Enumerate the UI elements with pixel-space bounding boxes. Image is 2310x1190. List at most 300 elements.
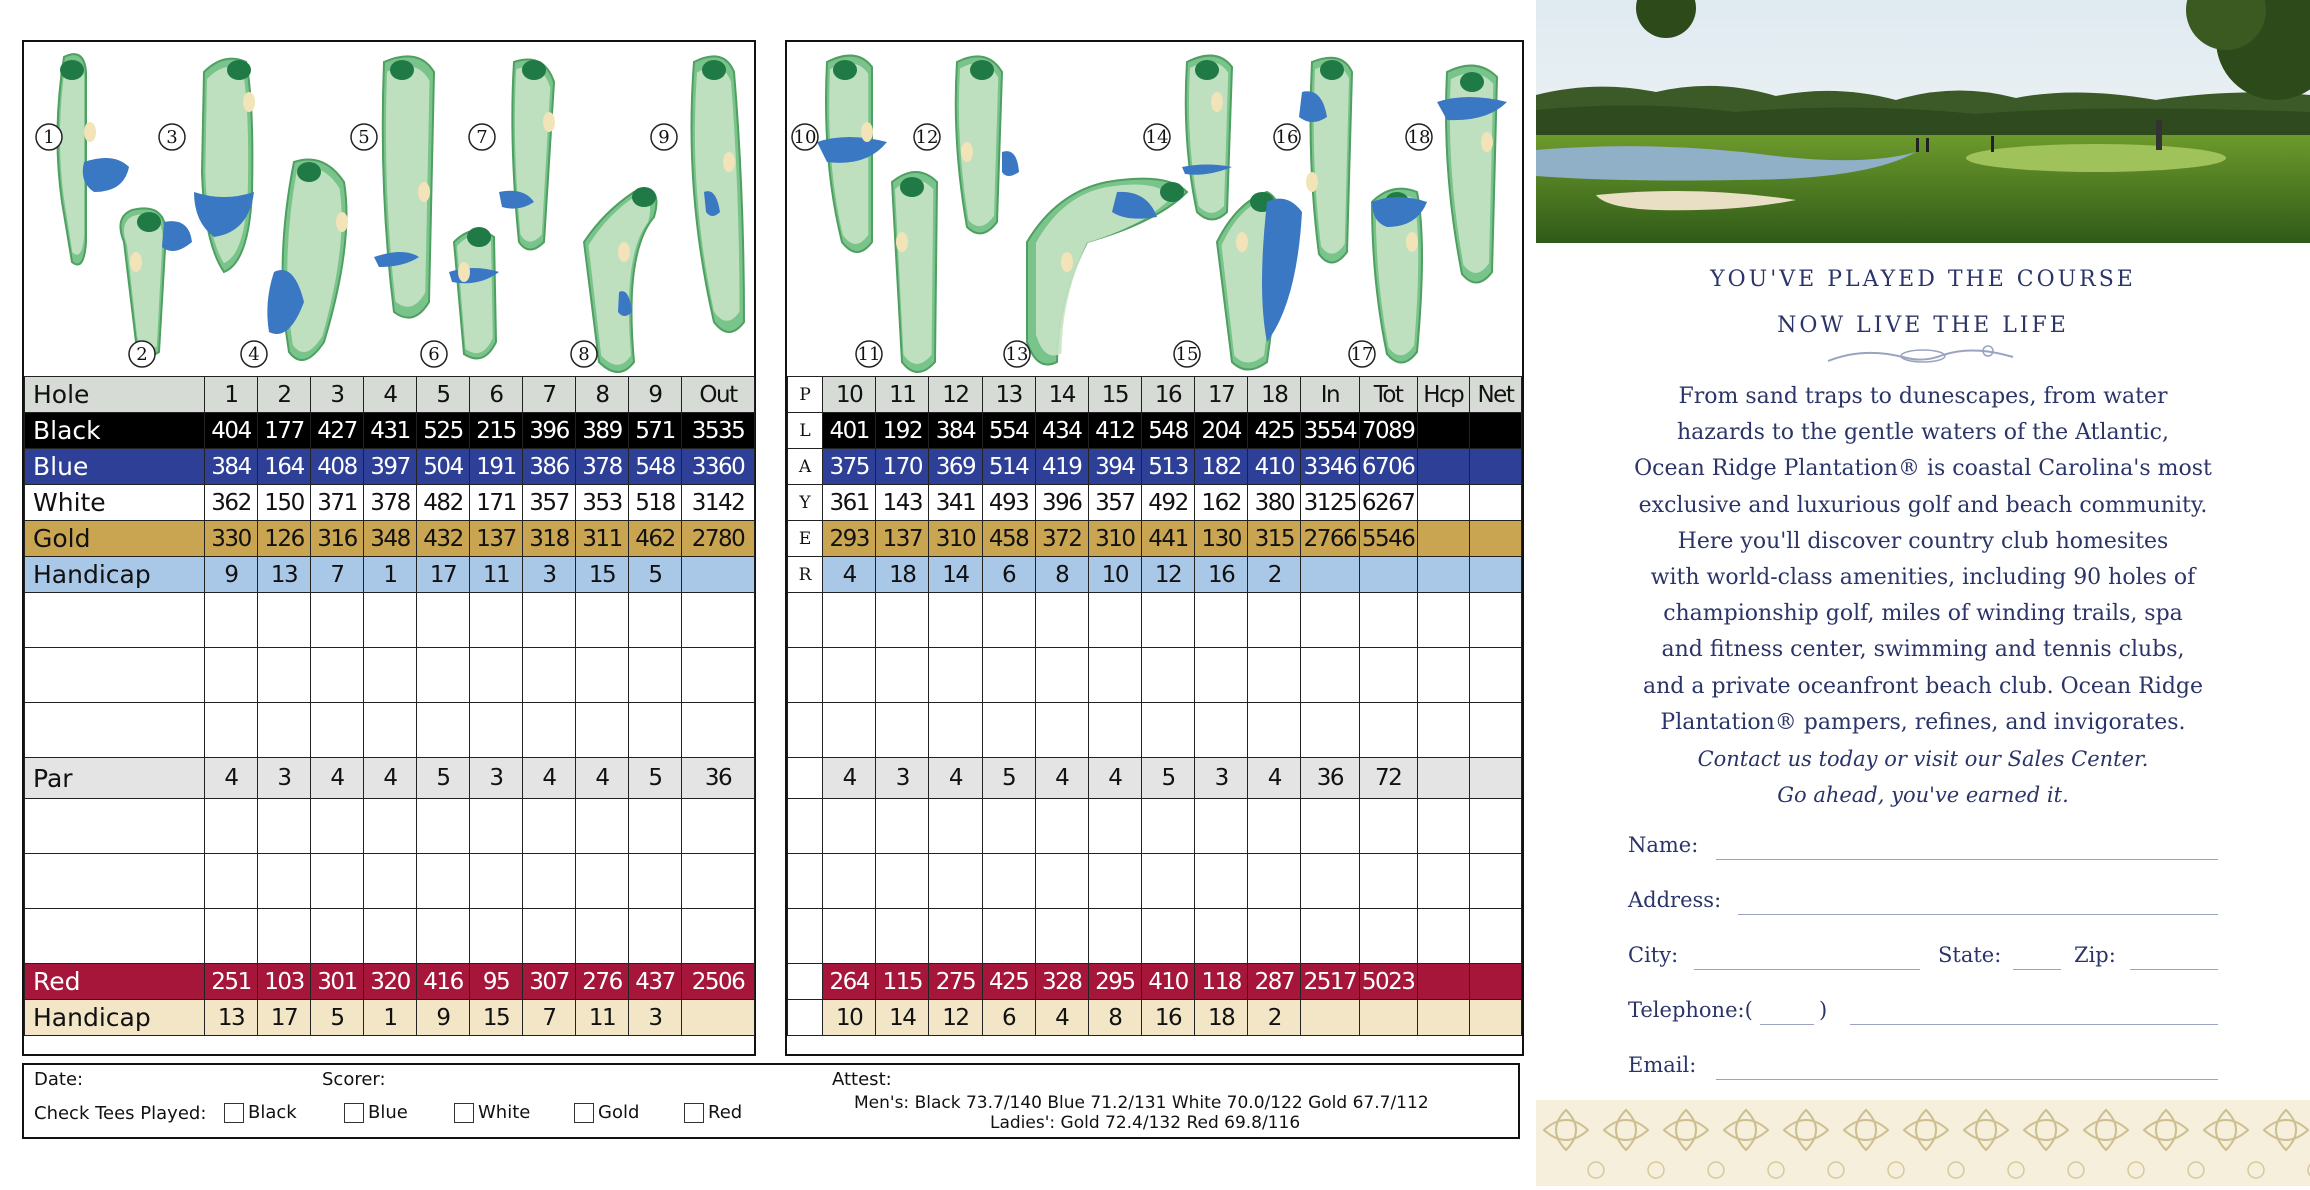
score-cell[interactable] — [470, 648, 523, 703]
score-cell[interactable] — [982, 799, 1035, 854]
value-cell: 14 — [929, 557, 982, 593]
value-cell: 137 — [876, 521, 929, 557]
value-cell: 462 — [629, 521, 682, 557]
score-cell[interactable] — [1195, 799, 1248, 854]
score-cell[interactable] — [1035, 593, 1088, 648]
hole-layout-7 — [469, 60, 555, 250]
score-cell[interactable] — [982, 854, 1035, 909]
tee-checkbox-black[interactable]: Black — [224, 1102, 297, 1123]
value-cell: 482 — [417, 485, 470, 521]
back-row-red — [788, 964, 1522, 1000]
score-cell[interactable] — [523, 648, 576, 703]
score-cell[interactable] — [311, 854, 364, 909]
row-label — [25, 703, 205, 758]
score-cell[interactable] — [364, 909, 417, 964]
back-row-black — [788, 413, 1522, 449]
score-cell[interactable] — [1469, 703, 1521, 758]
score-cell[interactable] — [982, 593, 1035, 648]
value-cell: 15 — [470, 1000, 523, 1036]
score-cell[interactable] — [929, 799, 982, 854]
score-cell[interactable] — [1417, 413, 1469, 449]
back-row-blank — [788, 909, 1522, 964]
value-cell: 362 — [205, 485, 258, 521]
score-cell[interactable] — [417, 854, 470, 909]
player-side-letter: A — [788, 449, 823, 485]
row-label: Blue — [25, 449, 205, 485]
score-cell[interactable]: Hcp — [1417, 377, 1469, 413]
score-cell[interactable] — [576, 799, 629, 854]
score-cell[interactable] — [576, 593, 629, 648]
score-cell[interactable] — [1417, 758, 1469, 799]
value-cell: 72 — [1359, 758, 1417, 799]
check-tees-label: Check Tees Played: — [34, 1103, 207, 1124]
score-cell[interactable] — [470, 909, 523, 964]
value-cell — [682, 1000, 755, 1036]
contact-us-line: Contact us today or visit our Sales Center. — [1697, 747, 2149, 772]
score-cell[interactable] — [1469, 521, 1521, 557]
score-cell[interactable] — [629, 909, 682, 964]
front-row-black — [25, 413, 755, 449]
score-cell[interactable] — [876, 799, 929, 854]
value-cell: 276 — [576, 964, 629, 1000]
value-cell: 514 — [982, 449, 1035, 485]
score-cell[interactable] — [1469, 854, 1521, 909]
value-cell: 2 — [1248, 1000, 1301, 1036]
golf-course-photo — [1536, 0, 2310, 243]
promo-line: Plantation® pampers, refines, and invigorates. — [1660, 709, 2186, 735]
score-cell[interactable] — [1417, 909, 1469, 964]
score-cell[interactable] — [682, 799, 755, 854]
city-field[interactable] — [1694, 969, 1920, 970]
value-cell: 320 — [364, 964, 417, 1000]
value-cell: 215 — [470, 413, 523, 449]
score-cell[interactable] — [1248, 593, 1301, 648]
front-hole-layouts — [24, 42, 754, 376]
score-cell[interactable] — [258, 909, 311, 964]
score-cell[interactable] — [823, 593, 876, 648]
score-cell[interactable] — [682, 854, 755, 909]
score-cell[interactable] — [1469, 758, 1521, 799]
row-label: Handicap — [25, 1000, 205, 1036]
value-cell: 164 — [258, 449, 311, 485]
front-row-blank — [25, 703, 755, 758]
score-cell[interactable] — [929, 703, 982, 758]
email-field[interactable] — [1716, 1079, 2218, 1080]
score-cell[interactable] — [1417, 703, 1469, 758]
score-cell[interactable] — [1088, 909, 1141, 964]
score-cell[interactable] — [1469, 485, 1521, 521]
date-label: Date: — [34, 1069, 84, 1090]
value-cell: 11 — [576, 1000, 629, 1036]
telephone-field[interactable] — [1850, 1024, 2218, 1025]
score-cell[interactable] — [1088, 648, 1141, 703]
tee-checkbox-blue[interactable]: Blue — [344, 1102, 408, 1123]
score-cell[interactable] — [1141, 854, 1194, 909]
score-cell[interactable] — [205, 703, 258, 758]
score-cell[interactable] — [1141, 909, 1194, 964]
score-cell[interactable] — [523, 593, 576, 648]
value-cell: 357 — [523, 485, 576, 521]
value-cell: 6 — [982, 1000, 1035, 1036]
tee-checkbox-gold[interactable]: Gold — [574, 1102, 639, 1123]
score-cell[interactable] — [682, 703, 755, 758]
lattice-pattern-icon — [1536, 1100, 2310, 1186]
score-cell[interactable] — [523, 799, 576, 854]
hole-number-label: 6 — [428, 344, 440, 365]
score-cell[interactable] — [1417, 485, 1469, 521]
value-cell: 12 — [929, 377, 982, 413]
score-cell[interactable] — [1417, 1000, 1469, 1036]
score-cell[interactable] — [1035, 799, 1088, 854]
score-cell[interactable] — [1195, 909, 1248, 964]
score-cell[interactable] — [523, 909, 576, 964]
value-cell: 4 — [823, 758, 876, 799]
checkbox-icon — [574, 1103, 594, 1123]
front-row-blank — [25, 799, 755, 854]
score-cell[interactable] — [1417, 449, 1469, 485]
score-cell[interactable] — [364, 799, 417, 854]
value-cell: 425 — [982, 964, 1035, 1000]
score-cell[interactable] — [1417, 648, 1469, 703]
score-cell[interactable] — [258, 648, 311, 703]
value-cell: 1 — [205, 377, 258, 413]
value-cell: 6706 — [1359, 449, 1417, 485]
score-cell[interactable] — [823, 909, 876, 964]
hole-layout-15 — [1174, 192, 1302, 370]
row-label: Par — [25, 758, 205, 799]
score-cell[interactable] — [1248, 648, 1301, 703]
score-cell[interactable] — [1417, 799, 1469, 854]
value-cell: 3 — [311, 377, 364, 413]
score-cell[interactable] — [1301, 648, 1359, 703]
score-cell[interactable]: Net — [1469, 377, 1521, 413]
score-cell[interactable] — [576, 648, 629, 703]
score-cell[interactable] — [1469, 557, 1521, 593]
hole-number-label: 4 — [248, 344, 260, 365]
score-cell[interactable] — [1359, 703, 1417, 758]
checkbox-icon — [344, 1103, 364, 1123]
score-cell[interactable] — [1088, 854, 1141, 909]
score-cell[interactable] — [417, 648, 470, 703]
score-cell[interactable] — [1417, 593, 1469, 648]
hole-number-label: 13 — [1005, 344, 1029, 365]
score-cell[interactable] — [982, 703, 1035, 758]
value-cell: 13 — [205, 1000, 258, 1036]
score-cell[interactable] — [876, 909, 929, 964]
hole-number-label: 18 — [1407, 127, 1431, 148]
value-cell: 8 — [576, 377, 629, 413]
value-cell: 492 — [1141, 485, 1194, 521]
score-cell[interactable] — [470, 593, 523, 648]
value-cell: 5 — [629, 557, 682, 593]
score-cell[interactable] — [205, 799, 258, 854]
score-cell[interactable] — [629, 703, 682, 758]
value-cell: 191 — [470, 449, 523, 485]
score-cell[interactable] — [1359, 854, 1417, 909]
hole-layout-6 — [421, 227, 499, 367]
back-row-white — [788, 485, 1522, 521]
score-cell[interactable] — [1469, 909, 1521, 964]
score-cell[interactable] — [629, 799, 682, 854]
value-cell: 427 — [311, 413, 364, 449]
score-cell[interactable] — [523, 703, 576, 758]
value-cell: 416 — [417, 964, 470, 1000]
score-cell[interactable] — [417, 909, 470, 964]
score-cell[interactable] — [682, 909, 755, 964]
hole-number-label: 8 — [578, 344, 590, 365]
score-cell[interactable] — [1469, 964, 1521, 1000]
score-cell[interactable] — [823, 799, 876, 854]
value-cell: 5 — [417, 377, 470, 413]
back-row-blank — [788, 854, 1522, 909]
score-cell[interactable] — [682, 593, 755, 648]
score-cell[interactable] — [258, 799, 311, 854]
score-cell[interactable] — [205, 909, 258, 964]
row-label: Hole — [25, 377, 205, 413]
value-cell: 513 — [1141, 449, 1194, 485]
promo-line: with world-class amenities, including 90 holes of — [1650, 565, 2196, 591]
score-cell[interactable] — [576, 703, 629, 758]
score-cell[interactable] — [1035, 703, 1088, 758]
score-cell[interactable] — [1301, 909, 1359, 964]
score-cell[interactable] — [929, 854, 982, 909]
score-cell[interactable] — [1195, 854, 1248, 909]
value-cell: 4 — [364, 377, 417, 413]
value-cell: 137 — [470, 521, 523, 557]
value-cell: 16 — [1195, 557, 1248, 593]
score-cell[interactable] — [929, 909, 982, 964]
score-cell[interactable] — [1469, 413, 1521, 449]
score-cell[interactable] — [1359, 593, 1417, 648]
back-nine-scorecard-table — [787, 376, 1522, 1036]
score-cell[interactable] — [205, 648, 258, 703]
value-cell: 394 — [1088, 449, 1141, 485]
score-cell[interactable] — [823, 648, 876, 703]
score-cell[interactable] — [629, 854, 682, 909]
value-cell: 14 — [876, 1000, 929, 1036]
hole-layout-8 — [571, 187, 657, 372]
score-cell[interactable] — [1301, 703, 1359, 758]
score-cell[interactable] — [1248, 703, 1301, 758]
value-cell: 4 — [311, 758, 364, 799]
value-cell: 3 — [876, 758, 929, 799]
score-cell[interactable] — [364, 854, 417, 909]
score-cell[interactable] — [1248, 854, 1301, 909]
value-cell: 3554 — [1301, 413, 1359, 449]
score-cell[interactable] — [258, 593, 311, 648]
score-cell[interactable] — [417, 799, 470, 854]
score-cell[interactable] — [1359, 648, 1417, 703]
back-row-blank — [788, 593, 1522, 648]
score-cell[interactable] — [1195, 648, 1248, 703]
state-field[interactable] — [2013, 969, 2061, 970]
score-cell[interactable] — [576, 909, 629, 964]
score-cell[interactable] — [417, 593, 470, 648]
back-row-lhcp — [788, 1000, 1522, 1036]
value-cell: 16 — [1141, 1000, 1194, 1036]
score-cell[interactable] — [1301, 854, 1359, 909]
hole-number-label: 1 — [43, 127, 55, 148]
front-row-hole — [25, 377, 755, 413]
value-cell: 341 — [929, 485, 982, 521]
score-cell[interactable] — [576, 854, 629, 909]
score-cell[interactable] — [1141, 593, 1194, 648]
player-side-letter — [788, 854, 823, 909]
address-field[interactable] — [1738, 914, 2218, 915]
score-cell[interactable] — [1469, 799, 1521, 854]
name-field[interactable] — [1716, 859, 2218, 860]
front-row-blank — [25, 648, 755, 703]
back-row-blank — [788, 799, 1522, 854]
value-cell: 3346 — [1301, 449, 1359, 485]
score-cell[interactable] — [205, 854, 258, 909]
hole-number-label: 3 — [166, 127, 178, 148]
score-cell[interactable] — [470, 799, 523, 854]
player-side-letter — [788, 758, 823, 799]
score-cell[interactable] — [258, 703, 311, 758]
score-cell[interactable] — [1469, 648, 1521, 703]
value-cell: 410 — [1248, 449, 1301, 485]
ladies-course-rating: Ladies': Gold 72.4/132 Red 69.8/116 — [990, 1113, 1301, 1133]
hole-layout-10 — [792, 56, 887, 252]
score-cell[interactable] — [629, 593, 682, 648]
score-cell[interactable] — [1359, 909, 1417, 964]
score-cell[interactable] — [1469, 593, 1521, 648]
score-cell[interactable] — [1469, 1000, 1521, 1036]
score-cell[interactable] — [364, 703, 417, 758]
score-cell[interactable] — [1469, 449, 1521, 485]
decorative-pattern — [1536, 1100, 2310, 1186]
front-row-blank — [25, 854, 755, 909]
score-cell[interactable] — [1141, 648, 1194, 703]
value-cell — [682, 557, 755, 593]
score-cell[interactable] — [876, 854, 929, 909]
zip-field[interactable] — [2130, 969, 2218, 970]
value-cell: 4 — [576, 758, 629, 799]
score-cell[interactable] — [1359, 799, 1417, 854]
score-cell[interactable] — [1195, 593, 1248, 648]
front-nine-card — [22, 40, 756, 1056]
value-cell: 6 — [470, 377, 523, 413]
score-cell[interactable] — [1141, 799, 1194, 854]
tee-checkbox-red[interactable]: Red — [684, 1102, 742, 1123]
value-cell: 408 — [311, 449, 364, 485]
value-cell: 396 — [523, 413, 576, 449]
value-cell: 441 — [1141, 521, 1194, 557]
score-cell[interactable] — [364, 593, 417, 648]
back-row-blue — [788, 449, 1522, 485]
score-cell[interactable] — [982, 909, 1035, 964]
score-cell[interactable] — [311, 593, 364, 648]
checkbox-icon — [684, 1103, 704, 1123]
value-cell: 8 — [1088, 1000, 1141, 1036]
score-cell[interactable] — [1088, 703, 1141, 758]
value-cell: 378 — [576, 449, 629, 485]
score-cell[interactable] — [1417, 964, 1469, 1000]
score-cell[interactable] — [1141, 703, 1194, 758]
score-cell[interactable] — [929, 648, 982, 703]
promo-line: Here you'll discover country club homesites — [1677, 528, 2169, 554]
value-cell: 115 — [876, 964, 929, 1000]
value-cell — [1301, 1000, 1359, 1036]
value-cell: 425 — [1248, 413, 1301, 449]
back-row-par — [788, 758, 1522, 799]
value-cell: 36 — [682, 758, 755, 799]
value-cell — [1359, 557, 1417, 593]
value-cell: 8 — [1035, 557, 1088, 593]
score-cell[interactable] — [629, 648, 682, 703]
score-cell[interactable] — [470, 854, 523, 909]
score-cell[interactable] — [1035, 909, 1088, 964]
value-cell: 126 — [258, 521, 311, 557]
scorer-label: Scorer: — [322, 1069, 386, 1090]
score-cell[interactable] — [1301, 593, 1359, 648]
score-cell[interactable] — [1088, 593, 1141, 648]
value-cell: 13 — [258, 557, 311, 593]
area-code-field[interactable] — [1760, 1024, 1814, 1025]
value-cell: 410 — [1141, 964, 1194, 1000]
value-cell: 396 — [1035, 485, 1088, 521]
score-cell[interactable] — [364, 648, 417, 703]
value-cell: 384 — [929, 413, 982, 449]
score-cell[interactable] — [1417, 521, 1469, 557]
score-cell[interactable] — [876, 703, 929, 758]
score-cell[interactable] — [823, 703, 876, 758]
score-cell[interactable] — [682, 648, 755, 703]
score-cell[interactable] — [929, 593, 982, 648]
value-cell: 330 — [205, 521, 258, 557]
headline-played-course: YOU'VE PLAYED THE COURSE — [1710, 267, 2136, 292]
score-cell[interactable] — [311, 703, 364, 758]
score-cell[interactable] — [1417, 557, 1469, 593]
score-cell[interactable] — [1195, 703, 1248, 758]
score-cell[interactable] — [982, 648, 1035, 703]
value-cell: 548 — [629, 449, 682, 485]
score-cell[interactable] — [1301, 799, 1359, 854]
score-cell[interactable] — [205, 593, 258, 648]
checkbox-icon — [454, 1103, 474, 1123]
score-cell[interactable] — [876, 593, 929, 648]
hole-layout-9 — [651, 56, 744, 332]
value-cell: 9 — [417, 1000, 470, 1036]
hole-layout-2 — [120, 208, 192, 367]
back-nine-hole-map — [787, 42, 1522, 376]
value-cell: 378 — [364, 485, 417, 521]
score-cell[interactable] — [1088, 799, 1141, 854]
score-cell[interactable] — [311, 799, 364, 854]
score-cell[interactable] — [523, 854, 576, 909]
score-cell[interactable] — [1417, 854, 1469, 909]
score-cell[interactable] — [311, 648, 364, 703]
score-cell[interactable] — [470, 703, 523, 758]
row-label — [25, 648, 205, 703]
tee-checkbox-white[interactable]: White — [454, 1102, 530, 1123]
score-cell[interactable] — [1035, 648, 1088, 703]
value-cell: Tot — [1359, 377, 1417, 413]
value-cell: 380 — [1248, 485, 1301, 521]
score-cell[interactable] — [417, 703, 470, 758]
hole-layout-4 — [241, 160, 348, 368]
player-side-letter: R — [788, 557, 823, 593]
score-cell[interactable] — [1248, 909, 1301, 964]
value-cell: 7 — [523, 377, 576, 413]
score-cell[interactable] — [258, 854, 311, 909]
score-cell[interactable] — [311, 909, 364, 964]
score-cell[interactable] — [1248, 799, 1301, 854]
score-cell[interactable] — [1035, 854, 1088, 909]
score-cell[interactable] — [876, 648, 929, 703]
score-cell[interactable] — [823, 854, 876, 909]
